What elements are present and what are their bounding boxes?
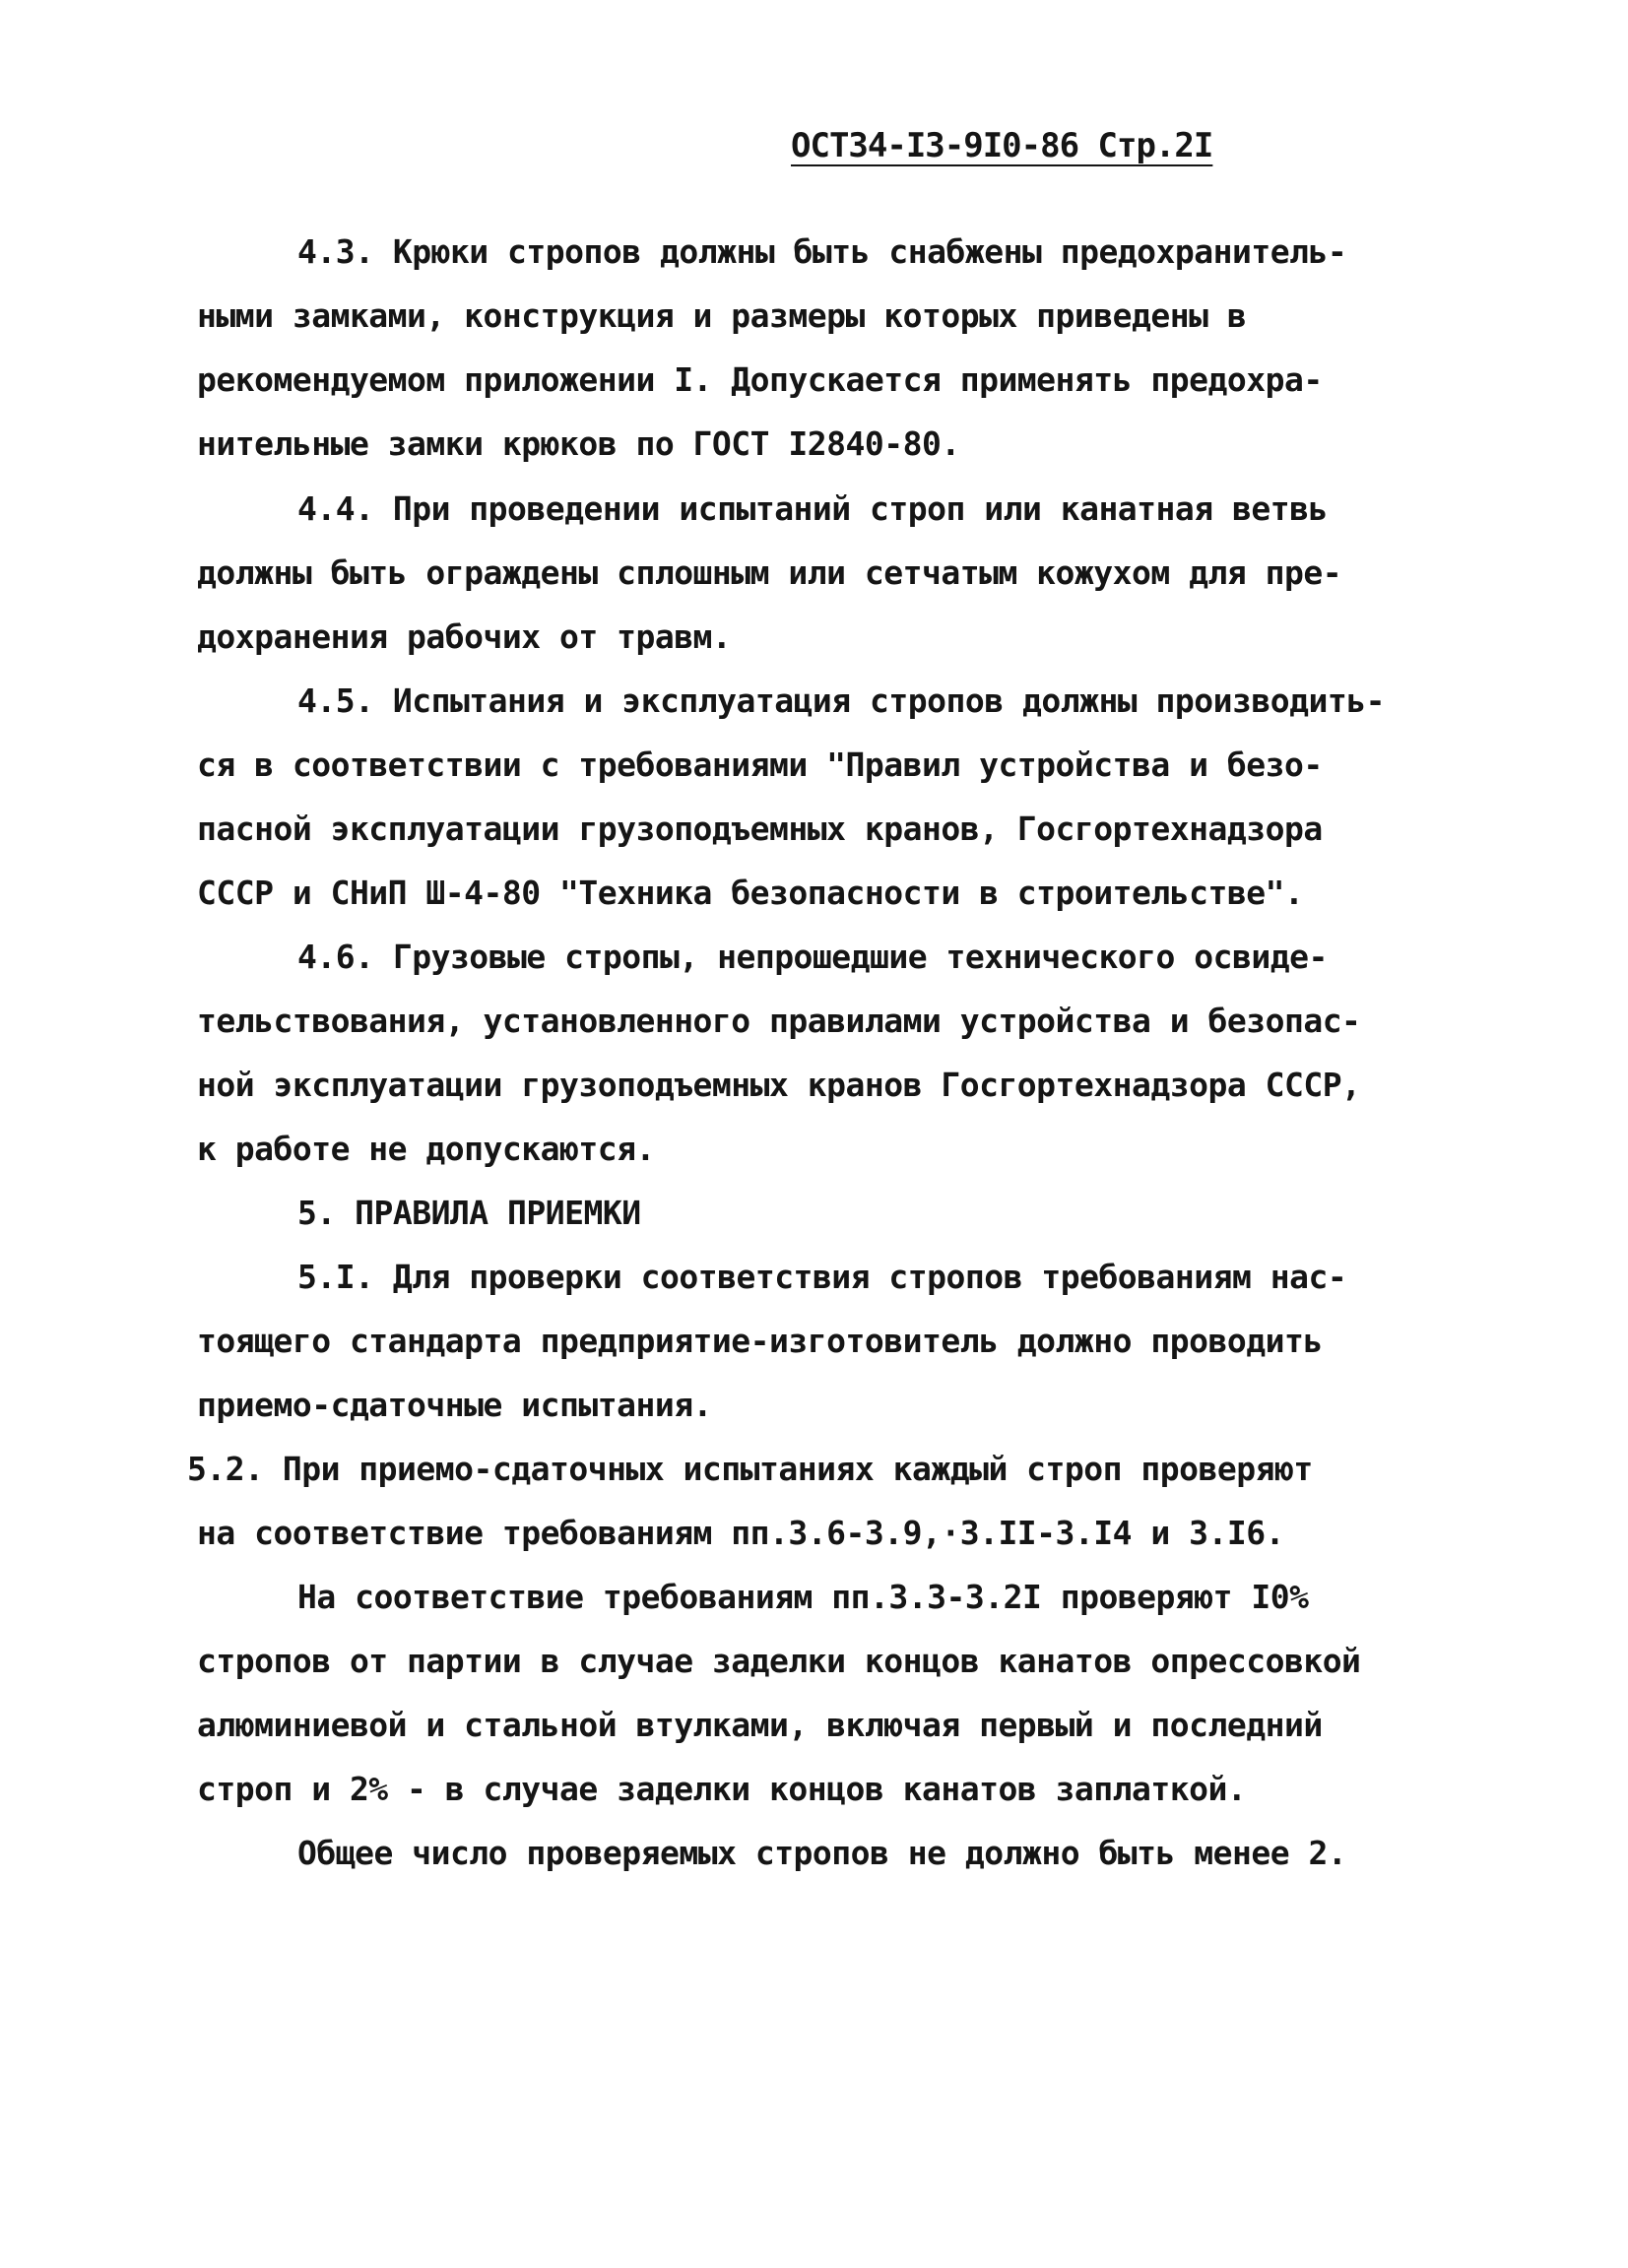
text-line: приемо-сдаточные испытания. — [197, 1386, 712, 1424]
text-line: к работе не допускаются. — [197, 1130, 655, 1168]
text-line: пасной эксплуатации грузоподъемных кранов, Госгортехнадзора — [197, 810, 1323, 848]
text-line: ными замками, конструкция и размеры которых приведены в — [197, 296, 1247, 335]
text-line: ной эксплуатации грузоподъемных кранов Госгортехнадзора СССР, — [197, 1066, 1361, 1104]
text-line: 4.5. Испытания и эксплуатация стропов должны производить- — [297, 681, 1385, 720]
text-line: 4.3. Крюки стропов должны быть снабжены предохранитель- — [297, 232, 1347, 271]
text-line: на соответствие требованиям пп.3.6-3.9,·3.II-3.I4 и 3.I6. — [197, 1514, 1284, 1552]
text-line: тоящего стандарта предприятие-изготовитель должно проводить — [197, 1322, 1323, 1360]
text-line: дохранения рабочих от травм. — [197, 617, 732, 656]
section-heading: 5. ПРАВИЛА ПРИЕМКИ — [297, 1194, 641, 1232]
text-line: 4.6. Грузовые стропы, непрошедшие технического освиде- — [297, 938, 1328, 976]
page-header-code: ОСТ34-I3-9I0-86 Стр.2I — [791, 126, 1213, 165]
text-line: 5.I. Для проверки соответствия стропов требованиям нас- — [297, 1258, 1347, 1296]
text-line: 4.4. При проведении испытаний строп или канатная ветвь — [297, 489, 1328, 528]
text-line: нительные замки крюков по ГОСТ I2840-80. — [197, 424, 960, 463]
text-line: строп и 2% - в случае заделки концов канатов заплаткой. — [197, 1770, 1247, 1808]
text-line: Общее число проверяемых стропов не должно быть менее 2. — [297, 1834, 1347, 1872]
text-line: ся в соответствии с требованиями "Правил устройства и безо- — [197, 745, 1323, 784]
text-line: На соответствие требованиям пп.3.3-3.2I проверяют I0% — [297, 1578, 1309, 1616]
text-line: СССР и СНиП Ш-4-80 "Техника безопасности в строительстве". — [197, 874, 1304, 912]
text-line: 5.2. При приемо-сдаточных испытаниях каждый строп проверяют — [187, 1450, 1313, 1488]
text-line: рекомендуемом приложении I. Допускается применять предохра- — [197, 360, 1323, 399]
text-line: тельствования, установленного правилами устройства и безопас- — [197, 1002, 1361, 1040]
text-line: алюминиевой и стальной втулками, включая первый и последний — [197, 1706, 1323, 1744]
text-line: стропов от партии в случае заделки концов канатов опрессовкой — [197, 1642, 1361, 1680]
text-line: должны быть ограждены сплошным или сетчатым кожухом для пре- — [197, 553, 1342, 592]
